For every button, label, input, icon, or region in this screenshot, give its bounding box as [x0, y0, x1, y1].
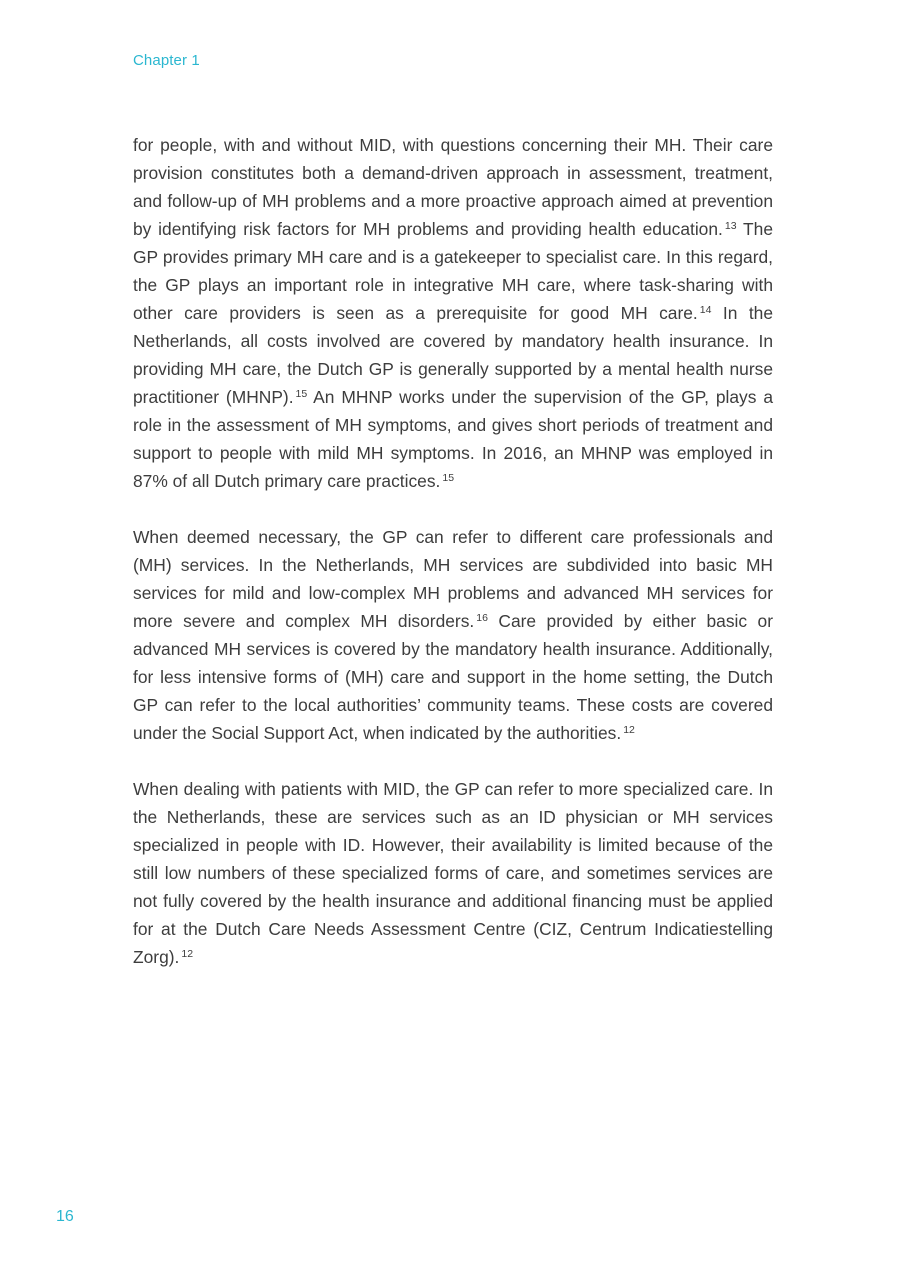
- citation-marker: 14: [699, 304, 712, 317]
- paragraph: [133, 131, 773, 495]
- paragraph: [133, 775, 773, 971]
- text-run: In the Netherlands, all costs involved are covered by mandatory health insurance. In providing MH care, the Dutch GP is generally supported by a mental health nurse practitioner (MHNP).: [133, 303, 774, 407]
- paragraph: [133, 523, 773, 747]
- running-head: Chapter 1: [133, 52, 200, 69]
- text-run: When deemed necessary, the GP can refer to different care professionals and (MH) services. In the Netherlands, MH services are subdivided into basic MH services for mild and low-complex MH problems and advanced MH services for more severe and complex MH disorders.: [133, 527, 773, 631]
- citation-marker: 12: [181, 948, 194, 961]
- citation-marker: 12: [623, 724, 635, 737]
- text-run: Care provided by either basic or advanced MH services is covered by the mandatory health insurance. Additionally, for less intensive forms of (MH) care and support in the home setting, the Dutch GP can refer to the local authorities’ community teams. These costs are covered under the Social Support Act, when indicated by the authorities.: [133, 611, 774, 743]
- body-text: [133, 131, 773, 971]
- citation-marker: 16: [476, 612, 488, 625]
- text-run: The GP provides primary MH care and is a gatekeeper to specialist care. In this regard, the GP plays an important role in integrative MH care, where task-sharing with other care providers is seen as a prerequisite for good MH care.: [133, 219, 774, 323]
- citation-marker: 15: [442, 472, 455, 485]
- citation-marker: 13: [724, 220, 737, 233]
- text-run: When dealing with patients with MID, the GP can refer to more specialized care. In the Netherlands, these are services such as an ID physician or MH services specialized in people with ID. However, their availability is limited because of the still low numbers of these specialized forms of care, and sometimes services are not fully covered by the health insurance and additional financing must be applied for at the Dutch Care Needs Assessment Centre (CIZ, Centrum Indicatiestelling Zorg).: [133, 779, 773, 967]
- text-run: An MHNP works under the supervision of the GP, plays a role in the assessment of MH symptoms, and gives short periods of treatment and support to people with mild MH symptoms. In 2016, an MHNP was employed in 87% of all Dutch primary care practices.: [133, 387, 773, 491]
- page-number: 16: [56, 1208, 74, 1225]
- text-run: for people, with and without MID, with questions concerning their MH. Their care provision constitutes both a demand-driven approach in assessment, treatment, and follow-up of MH problems and a more proactive approach aimed at prevention by identifying risk factors for MH problems and providing health education.: [133, 135, 773, 239]
- citation-marker: 15: [295, 388, 308, 401]
